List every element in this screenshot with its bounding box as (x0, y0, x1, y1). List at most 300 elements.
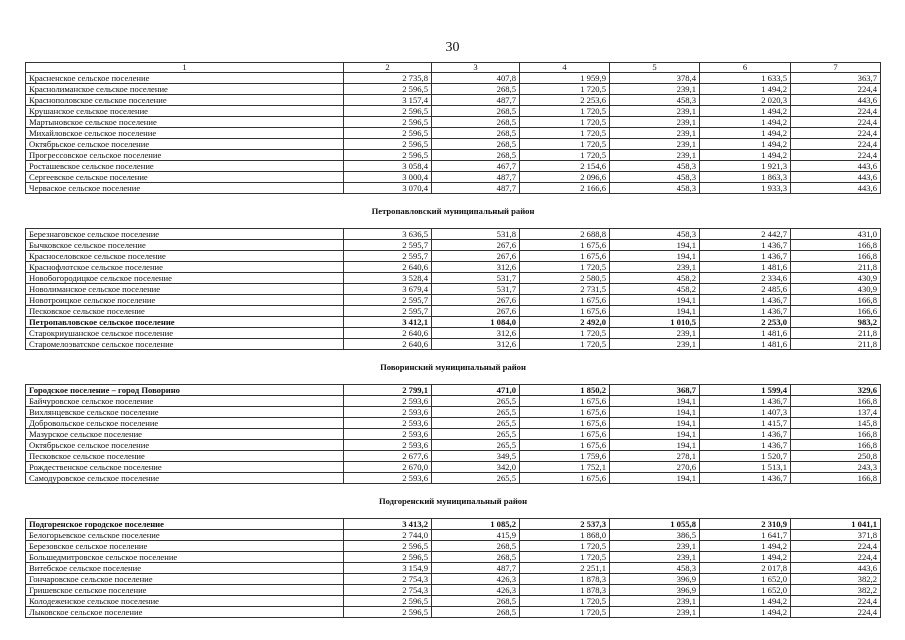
settlement-name: Красноселовское сельское поселение (26, 251, 344, 262)
settlement-name: Рождественское сельское поселение (26, 462, 344, 473)
page-number: 30 (445, 40, 460, 55)
value-cell-col-5: 239,1 (610, 150, 700, 161)
value-cell-col-5: 458,2 (610, 284, 700, 295)
value-cell-col-6: 1 652,0 (700, 574, 791, 585)
value-cell-col-2: 2 595,7 (344, 306, 432, 317)
value-cell-col-2: 2 596,5 (344, 117, 432, 128)
table-row (26, 407, 881, 418)
value-cell-col-7: 224,4 (791, 128, 881, 139)
value-cell-col-2: 2 670,0 (344, 462, 432, 473)
value-cell-col-5: 239,1 (610, 128, 700, 139)
value-cell-col-7: 371,8 (791, 530, 881, 541)
value-cell-col-3: 487,7 (432, 563, 520, 574)
table-row (26, 552, 881, 563)
value-cell-col-7: 166,8 (791, 295, 881, 306)
value-cell-col-2: 2 596,5 (344, 106, 432, 117)
value-cell-col-3: 426,3 (432, 585, 520, 596)
value-cell-col-3: 268,5 (432, 552, 520, 563)
value-cell-col-2: 2 640,6 (344, 328, 432, 339)
value-cell-col-5: 239,1 (610, 596, 700, 607)
value-cell-col-4: 1 720,5 (520, 106, 610, 117)
settlement-name: Октябрьское сельское поселение (26, 440, 344, 451)
table-row (26, 574, 881, 585)
settlement-name: Березовское сельское поселение (26, 541, 344, 552)
value-cell-col-4: 1 720,5 (520, 607, 610, 618)
value-cell-col-3: 268,5 (432, 150, 520, 161)
value-cell-col-3: 312,6 (432, 262, 520, 273)
table-row (26, 117, 881, 128)
value-cell-col-3: 268,5 (432, 139, 520, 150)
value-cell-col-6: 1 641,7 (700, 530, 791, 541)
table-row (26, 150, 881, 161)
value-cell-col-7: 211,8 (791, 328, 881, 339)
value-cell-col-6: 1 494,2 (700, 150, 791, 161)
value-cell-col-7: 224,4 (791, 541, 881, 552)
value-cell-col-6: 1 494,2 (700, 117, 791, 128)
value-cell-col-3: 1 084,0 (432, 317, 520, 328)
value-cell-col-2: 2 596,5 (344, 150, 432, 161)
value-cell-col-4: 1 720,5 (520, 84, 610, 95)
value-cell-col-5: 239,1 (610, 607, 700, 618)
value-cell-col-3: 265,5 (432, 407, 520, 418)
value-cell-col-4: 2 154,6 (520, 161, 610, 172)
value-cell-col-3: 312,6 (432, 339, 520, 350)
table-row (26, 240, 881, 251)
value-cell-col-7: 166,8 (791, 240, 881, 251)
value-cell-col-2: 2 677,6 (344, 451, 432, 462)
value-cell-col-6: 1 494,2 (700, 596, 791, 607)
value-cell-col-7: 430,9 (791, 273, 881, 284)
value-cell-col-3: 267,6 (432, 306, 520, 317)
value-cell-col-7: 137,4 (791, 407, 881, 418)
value-cell-col-7: 224,4 (791, 106, 881, 117)
value-cell-col-6: 2 485,6 (700, 284, 791, 295)
table-row (26, 229, 881, 240)
value-cell-col-7: 382,2 (791, 574, 881, 585)
value-cell-col-4: 1 720,5 (520, 128, 610, 139)
value-cell-col-6: 1 494,2 (700, 541, 791, 552)
table-row (26, 519, 881, 530)
value-cell-col-5: 194,1 (610, 440, 700, 451)
value-cell-col-3: 265,5 (432, 473, 520, 484)
value-cell-col-2: 2 595,7 (344, 251, 432, 262)
value-cell-col-4: 1 675,6 (520, 407, 610, 418)
value-cell-col-7: 363,7 (791, 73, 881, 84)
value-cell-col-6: 1 494,2 (700, 139, 791, 150)
value-cell-col-5: 1 055,8 (610, 519, 700, 530)
value-cell-col-4: 2 688,8 (520, 229, 610, 240)
value-cell-col-5: 396,9 (610, 574, 700, 585)
settlement-name: Колодеженское сельское поселение (26, 596, 344, 607)
value-cell-col-3: 471,0 (432, 385, 520, 396)
value-cell-col-3: 415,9 (432, 530, 520, 541)
value-cell-col-6: 1 652,0 (700, 585, 791, 596)
settlement-name: Старомелоэватское сельское поселение (26, 339, 344, 350)
value-cell-col-6: 2 442,7 (700, 229, 791, 240)
value-cell-col-3: 268,5 (432, 607, 520, 618)
settlement-name: Петропавловское сельское поселение (26, 317, 344, 328)
value-cell-col-6: 1 436,7 (700, 251, 791, 262)
table-row (26, 284, 881, 295)
value-cell-col-5: 194,1 (610, 251, 700, 262)
value-cell-col-2: 3 679,4 (344, 284, 432, 295)
budget-table (25, 62, 881, 618)
value-cell-col-2: 2 596,5 (344, 607, 432, 618)
value-cell-col-5: 194,1 (610, 418, 700, 429)
value-cell-col-6: 1 494,2 (700, 84, 791, 95)
value-cell-col-7: 211,8 (791, 262, 881, 273)
value-cell-col-3: 268,5 (432, 117, 520, 128)
value-cell-col-6: 1 494,2 (700, 552, 791, 563)
district-section-header (26, 484, 881, 519)
value-cell-col-2: 3 154,9 (344, 563, 432, 574)
value-cell-col-6: 1 520,7 (700, 451, 791, 462)
value-cell-col-7: 145,8 (791, 418, 881, 429)
settlement-name: Песковское сельское поселение (26, 451, 344, 462)
value-cell-col-6: 2 020,3 (700, 95, 791, 106)
value-cell-col-2: 2 754,3 (344, 585, 432, 596)
value-cell-col-2: 2 595,7 (344, 295, 432, 306)
value-cell-col-5: 194,1 (610, 306, 700, 317)
table-row (26, 95, 881, 106)
value-cell-col-3: 342,0 (432, 462, 520, 473)
value-cell-col-2: 3 528,4 (344, 273, 432, 284)
value-cell-col-6: 1 494,2 (700, 106, 791, 117)
value-cell-col-6: 1 481,6 (700, 328, 791, 339)
value-cell-col-3: 267,6 (432, 251, 520, 262)
table-row (26, 139, 881, 150)
table-row (26, 251, 881, 262)
value-cell-col-2: 2 640,6 (344, 339, 432, 350)
value-cell-col-7: 431,0 (791, 229, 881, 240)
value-cell-col-3: 467,7 (432, 161, 520, 172)
settlement-name: Подгоренское городское поселение (26, 519, 344, 530)
settlement-name: Прогрессовское сельское поселение (26, 150, 344, 161)
value-cell-col-4: 1 752,1 (520, 462, 610, 473)
district-title: Петропавловский муниципальный район (26, 194, 881, 229)
value-cell-col-5: 194,1 (610, 429, 700, 440)
district-title: Поворинский муниципальный район (26, 350, 881, 385)
value-cell-col-5: 458,3 (610, 183, 700, 194)
value-cell-col-3: 267,6 (432, 240, 520, 251)
value-cell-col-6: 1 513,1 (700, 462, 791, 473)
table-row (26, 73, 881, 84)
column-header: 7 (791, 63, 881, 73)
value-cell-col-4: 2 096,6 (520, 172, 610, 183)
settlement-name: Краснолиманское сельское поселение (26, 84, 344, 95)
value-cell-col-6: 1 436,7 (700, 240, 791, 251)
value-cell-col-5: 386,5 (610, 530, 700, 541)
value-cell-col-6: 2 310,9 (700, 519, 791, 530)
value-cell-col-4: 1 878,3 (520, 574, 610, 585)
value-cell-col-4: 1 675,6 (520, 251, 610, 262)
settlement-name: Михайловское сельское поселение (26, 128, 344, 139)
table-row (26, 295, 881, 306)
value-cell-col-5: 194,1 (610, 407, 700, 418)
settlement-name: Новобогородицкое сельское поселение (26, 273, 344, 284)
value-cell-col-3: 349,5 (432, 451, 520, 462)
value-cell-col-6: 1 436,7 (700, 429, 791, 440)
value-cell-col-3: 426,3 (432, 574, 520, 585)
settlement-name: Октябрьское сельское поселение (26, 139, 344, 150)
column-header: 2 (344, 63, 432, 73)
district-title: Подгоренский муниципальный район (26, 484, 881, 519)
value-cell-col-7: 250,8 (791, 451, 881, 462)
table-row (26, 596, 881, 607)
value-cell-col-4: 1 868,0 (520, 530, 610, 541)
value-cell-col-4: 1 878,3 (520, 585, 610, 596)
value-cell-col-6: 1 633,5 (700, 73, 791, 84)
value-cell-col-5: 194,1 (610, 240, 700, 251)
value-cell-col-7: 166,6 (791, 306, 881, 317)
table-row (26, 317, 881, 328)
value-cell-col-4: 1 850,2 (520, 385, 610, 396)
value-cell-col-7: 166,8 (791, 251, 881, 262)
value-cell-col-5: 368,7 (610, 385, 700, 396)
value-cell-col-5: 239,1 (610, 328, 700, 339)
value-cell-col-3: 312,6 (432, 328, 520, 339)
value-cell-col-5: 239,1 (610, 262, 700, 273)
table-row (26, 172, 881, 183)
table-row (26, 183, 881, 194)
value-cell-col-5: 194,1 (610, 295, 700, 306)
value-cell-col-2: 2 735,8 (344, 73, 432, 84)
value-cell-col-3: 407,8 (432, 73, 520, 84)
value-cell-col-3: 265,5 (432, 418, 520, 429)
settlement-name: Самодуровское сельское поселение (26, 473, 344, 484)
value-cell-col-6: 2 253,0 (700, 317, 791, 328)
settlement-name: Большедмитровское сельское поселение (26, 552, 344, 563)
settlement-name: Лыковское сельское поселение (26, 607, 344, 618)
value-cell-col-7: 443,6 (791, 161, 881, 172)
settlement-name: Добровольское сельское поселение (26, 418, 344, 429)
table-row (26, 106, 881, 117)
value-cell-col-5: 239,1 (610, 84, 700, 95)
value-cell-col-6: 1 407,3 (700, 407, 791, 418)
table-row (26, 440, 881, 451)
value-cell-col-7: 224,4 (791, 150, 881, 161)
settlement-name: Крушанское сельское поселение (26, 106, 344, 117)
value-cell-col-3: 268,5 (432, 106, 520, 117)
settlement-name: Новотроицкое сельское поселение (26, 295, 344, 306)
value-cell-col-6: 1 481,6 (700, 262, 791, 273)
table-row (26, 585, 881, 596)
value-cell-col-2: 2 596,5 (344, 596, 432, 607)
value-cell-col-6: 1 436,7 (700, 295, 791, 306)
table-row (26, 306, 881, 317)
value-cell-col-3: 265,5 (432, 440, 520, 451)
value-cell-col-4: 1 759,6 (520, 451, 610, 462)
district-section-header (26, 194, 881, 229)
table-row (26, 84, 881, 95)
value-cell-col-7: 224,4 (791, 596, 881, 607)
settlement-name: Вихлянцевское сельское поселение (26, 407, 344, 418)
value-cell-col-5: 1 010,5 (610, 317, 700, 328)
value-cell-col-4: 2 166,6 (520, 183, 610, 194)
table-row (26, 563, 881, 574)
table-row (26, 339, 881, 350)
table-row (26, 462, 881, 473)
value-cell-col-3: 265,5 (432, 429, 520, 440)
value-cell-col-7: 211,8 (791, 339, 881, 350)
value-cell-col-2: 3 412,1 (344, 317, 432, 328)
value-cell-col-3: 268,5 (432, 541, 520, 552)
value-cell-col-2: 2 595,7 (344, 240, 432, 251)
value-cell-col-6: 1 494,2 (700, 128, 791, 139)
table-row (26, 396, 881, 407)
value-cell-col-3: 487,7 (432, 95, 520, 106)
value-cell-col-2: 2 754,3 (344, 574, 432, 585)
value-cell-col-2: 2 593,6 (344, 418, 432, 429)
value-cell-col-4: 1 675,6 (520, 440, 610, 451)
value-cell-col-6: 2 017,8 (700, 563, 791, 574)
value-cell-col-4: 1 675,6 (520, 396, 610, 407)
value-cell-col-4: 1 720,5 (520, 139, 610, 150)
value-cell-col-2: 2 744,0 (344, 530, 432, 541)
value-cell-col-5: 239,1 (610, 339, 700, 350)
value-cell-col-5: 458,3 (610, 161, 700, 172)
value-cell-col-7: 430,9 (791, 284, 881, 295)
value-cell-col-4: 1 720,5 (520, 339, 610, 350)
value-cell-col-6: 1 436,7 (700, 396, 791, 407)
value-cell-col-7: 443,6 (791, 563, 881, 574)
value-cell-col-4: 2 731,5 (520, 284, 610, 295)
value-cell-col-7: 166,8 (791, 429, 881, 440)
settlement-name: Краснополовское сельское поселение (26, 95, 344, 106)
value-cell-col-2: 3 058,4 (344, 161, 432, 172)
value-cell-col-4: 1 720,5 (520, 117, 610, 128)
value-cell-col-6: 1 415,7 (700, 418, 791, 429)
value-cell-col-3: 265,5 (432, 396, 520, 407)
settlement-name: Городское поселение – город Поворино (26, 385, 344, 396)
value-cell-col-7: 443,6 (791, 172, 881, 183)
table-row (26, 607, 881, 618)
value-cell-col-6: 2 334,6 (700, 273, 791, 284)
value-cell-col-5: 396,9 (610, 585, 700, 596)
value-cell-col-5: 270,6 (610, 462, 700, 473)
settlement-name: Березнаговское сельское поселение (26, 229, 344, 240)
value-cell-col-2: 2 640,6 (344, 262, 432, 273)
table-row (26, 418, 881, 429)
value-cell-col-5: 194,1 (610, 473, 700, 484)
value-cell-col-7: 983,2 (791, 317, 881, 328)
value-cell-col-4: 2 251,1 (520, 563, 610, 574)
value-cell-col-6: 1 863,3 (700, 172, 791, 183)
value-cell-col-5: 239,1 (610, 117, 700, 128)
settlement-name: Сергеевское сельское поселение (26, 172, 344, 183)
value-cell-col-5: 458,3 (610, 172, 700, 183)
value-cell-col-5: 458,3 (610, 95, 700, 106)
value-cell-col-3: 487,7 (432, 183, 520, 194)
value-cell-col-7: 166,8 (791, 473, 881, 484)
settlement-name: Белогорьевское сельское поселение (26, 530, 344, 541)
value-cell-col-2: 3 413,2 (344, 519, 432, 530)
value-cell-col-5: 239,1 (610, 106, 700, 117)
value-cell-col-4: 2 537,3 (520, 519, 610, 530)
value-cell-col-2: 3 157,4 (344, 95, 432, 106)
column-header: 5 (610, 63, 700, 73)
column-number-row (26, 63, 881, 73)
value-cell-col-2: 2 593,6 (344, 429, 432, 440)
table-row (26, 161, 881, 172)
value-cell-col-2: 2 596,5 (344, 84, 432, 95)
column-header: 4 (520, 63, 610, 73)
value-cell-col-7: 329,6 (791, 385, 881, 396)
value-cell-col-2: 2 596,5 (344, 541, 432, 552)
settlement-name: Бычковское сельское поселение (26, 240, 344, 251)
value-cell-col-2: 2 596,5 (344, 552, 432, 563)
settlement-name: Новолиманское сельское поселение (26, 284, 344, 295)
value-cell-col-5: 239,1 (610, 552, 700, 563)
value-cell-col-5: 239,1 (610, 541, 700, 552)
table-row (26, 429, 881, 440)
value-cell-col-3: 531,8 (432, 229, 520, 240)
column-header: 1 (26, 63, 344, 73)
value-cell-col-4: 1 720,5 (520, 262, 610, 273)
value-cell-col-4: 1 675,6 (520, 306, 610, 317)
settlement-name: Мазурское сельское поселение (26, 429, 344, 440)
value-cell-col-7: 224,4 (791, 607, 881, 618)
district-section-header (26, 350, 881, 385)
value-cell-col-7: 1 041,1 (791, 519, 881, 530)
value-cell-col-2: 2 593,6 (344, 407, 432, 418)
value-cell-col-4: 1 675,6 (520, 295, 610, 306)
value-cell-col-7: 224,4 (791, 117, 881, 128)
value-cell-col-2: 3 636,5 (344, 229, 432, 240)
table-row (26, 530, 881, 541)
value-cell-col-5: 378,4 (610, 73, 700, 84)
value-cell-col-2: 2 593,6 (344, 473, 432, 484)
value-cell-col-2: 2 596,5 (344, 128, 432, 139)
table-row (26, 473, 881, 484)
table-row (26, 385, 881, 396)
value-cell-col-6: 1 599,4 (700, 385, 791, 396)
value-cell-col-3: 268,5 (432, 84, 520, 95)
value-cell-col-7: 382,2 (791, 585, 881, 596)
value-cell-col-4: 1 720,5 (520, 150, 610, 161)
value-cell-col-4: 2 492,0 (520, 317, 610, 328)
value-cell-col-4: 1 675,6 (520, 240, 610, 251)
value-cell-col-4: 1 720,5 (520, 328, 610, 339)
value-cell-col-4: 1 720,5 (520, 552, 610, 563)
settlement-name: Гришевское сельское поселение (26, 585, 344, 596)
value-cell-col-5: 458,2 (610, 273, 700, 284)
value-cell-col-3: 531,7 (432, 284, 520, 295)
table-row (26, 273, 881, 284)
value-cell-col-4: 1 675,6 (520, 418, 610, 429)
settlement-name: Витебское сельское поселение (26, 563, 344, 574)
value-cell-col-6: 1 933,3 (700, 183, 791, 194)
value-cell-col-6: 1 494,2 (700, 607, 791, 618)
value-cell-col-2: 2 799,1 (344, 385, 432, 396)
settlement-name: Мартыновское сельское поселение (26, 117, 344, 128)
value-cell-col-7: 243,3 (791, 462, 881, 473)
value-cell-col-4: 2 580,5 (520, 273, 610, 284)
value-cell-col-5: 458,3 (610, 563, 700, 574)
value-cell-col-7: 224,4 (791, 84, 881, 95)
value-cell-col-5: 278,1 (610, 451, 700, 462)
value-cell-col-6: 1 436,7 (700, 306, 791, 317)
value-cell-col-5: 239,1 (610, 139, 700, 150)
settlement-name: Краснофлотское сельское поселение (26, 262, 344, 273)
column-header: 3 (432, 63, 520, 73)
settlement-name: Песковское сельское поселение (26, 306, 344, 317)
value-cell-col-4: 2 253,6 (520, 95, 610, 106)
value-cell-col-4: 1 675,6 (520, 429, 610, 440)
value-cell-col-7: 443,6 (791, 95, 881, 106)
value-cell-col-3: 268,5 (432, 596, 520, 607)
value-cell-col-2: 2 596,5 (344, 139, 432, 150)
